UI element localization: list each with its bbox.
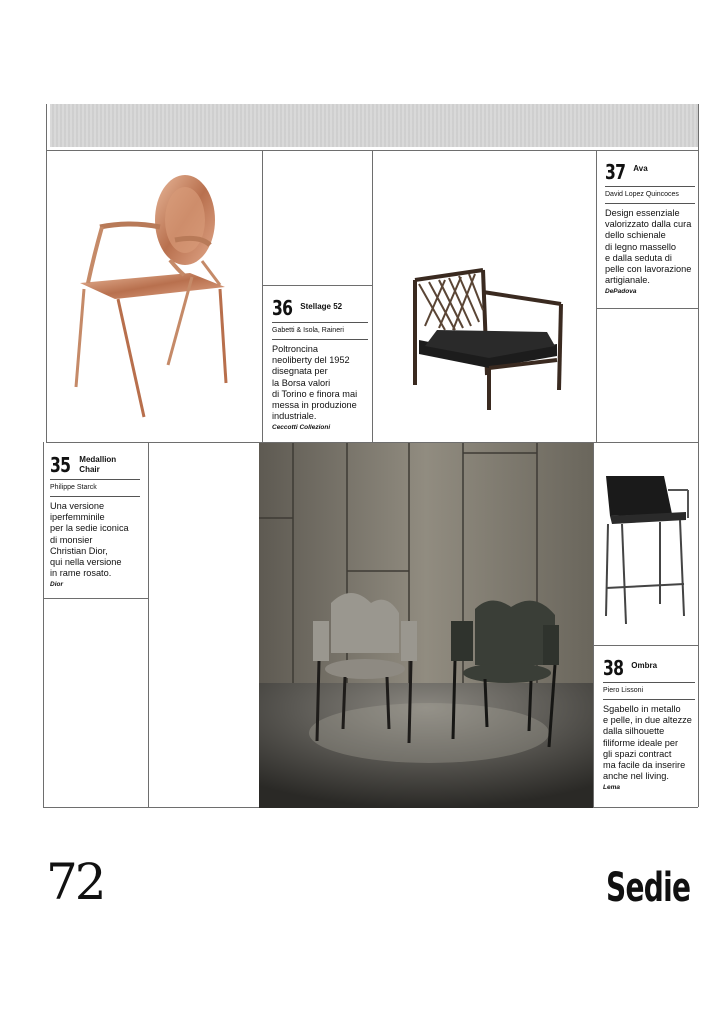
product-number: 38 xyxy=(603,656,624,680)
grid-line xyxy=(43,442,44,807)
grid-line xyxy=(596,150,597,442)
interior-armchairs-photo xyxy=(259,443,593,808)
ombra-stool-photo xyxy=(600,468,692,628)
product-designer: Piero Lissoni xyxy=(603,687,644,694)
product-description: Una versione iperfemminile per la sedie iconica di monsier Christian Dior, qui nella versione in rame rosato. xyxy=(50,501,129,579)
divider xyxy=(50,479,140,480)
medallion-chair-photo xyxy=(60,165,250,430)
divider xyxy=(50,496,140,497)
product-number: 37 xyxy=(605,160,626,184)
divider xyxy=(272,322,368,323)
product-description: Design essenziale valorizzato dalla cura dello schienale di legno massello e dalla seduta di pelle con lavorazione artigianale. xyxy=(605,208,692,286)
product-description: Poltroncina neoliberty del 1952 disegnata per la Borsa valori di Torino e finora mai messa in produzione industriale. xyxy=(272,344,358,422)
grid-line xyxy=(593,807,698,808)
product-brand: Dior xyxy=(50,581,63,589)
grid-line xyxy=(593,442,594,807)
product-title: Ava xyxy=(633,164,648,173)
divider xyxy=(605,186,695,187)
stellage-52-photo xyxy=(405,260,575,420)
divider xyxy=(603,682,695,683)
product-brand: Ceccotti Collezioni xyxy=(272,424,331,432)
product-card-35 xyxy=(50,455,140,588)
divider xyxy=(605,203,695,204)
product-designer: David Lopez Quincoces xyxy=(605,191,679,198)
grid-line xyxy=(46,104,47,442)
page-number: 72 xyxy=(46,853,104,911)
product-brand: DePadova xyxy=(605,288,637,296)
product-number: 36 xyxy=(272,296,293,320)
product-title: Ombra xyxy=(631,661,658,670)
grid-line xyxy=(262,285,372,286)
product-card-37 xyxy=(605,162,695,295)
header-band xyxy=(50,104,698,147)
product-card-36 xyxy=(272,298,368,431)
product-designer: Philippe Starck xyxy=(50,484,97,491)
divider xyxy=(603,699,695,700)
product-title: Medallion Chair xyxy=(79,455,117,474)
product-number: 35 xyxy=(50,453,71,477)
product-designer: Gabetti & Isola, Raineri xyxy=(272,327,344,334)
product-card-38 xyxy=(603,658,695,791)
product-description: Sgabello in metallo e pelle, in due altezze dalla silhouette filiforme ideale per gli spazi contract ma facile da inserire anche nel living. xyxy=(603,704,692,782)
grid-line xyxy=(698,104,699,807)
grid-line xyxy=(148,442,149,807)
product-title: Stellage 52 xyxy=(300,302,343,311)
grid-line xyxy=(596,308,698,309)
section-title: Sedie xyxy=(606,865,691,911)
grid-line xyxy=(43,807,259,808)
grid-line xyxy=(593,645,698,646)
grid-line xyxy=(372,150,373,442)
grid-line xyxy=(262,150,263,442)
grid-line xyxy=(43,598,148,599)
product-brand: Lema xyxy=(603,784,620,792)
divider xyxy=(272,339,368,340)
